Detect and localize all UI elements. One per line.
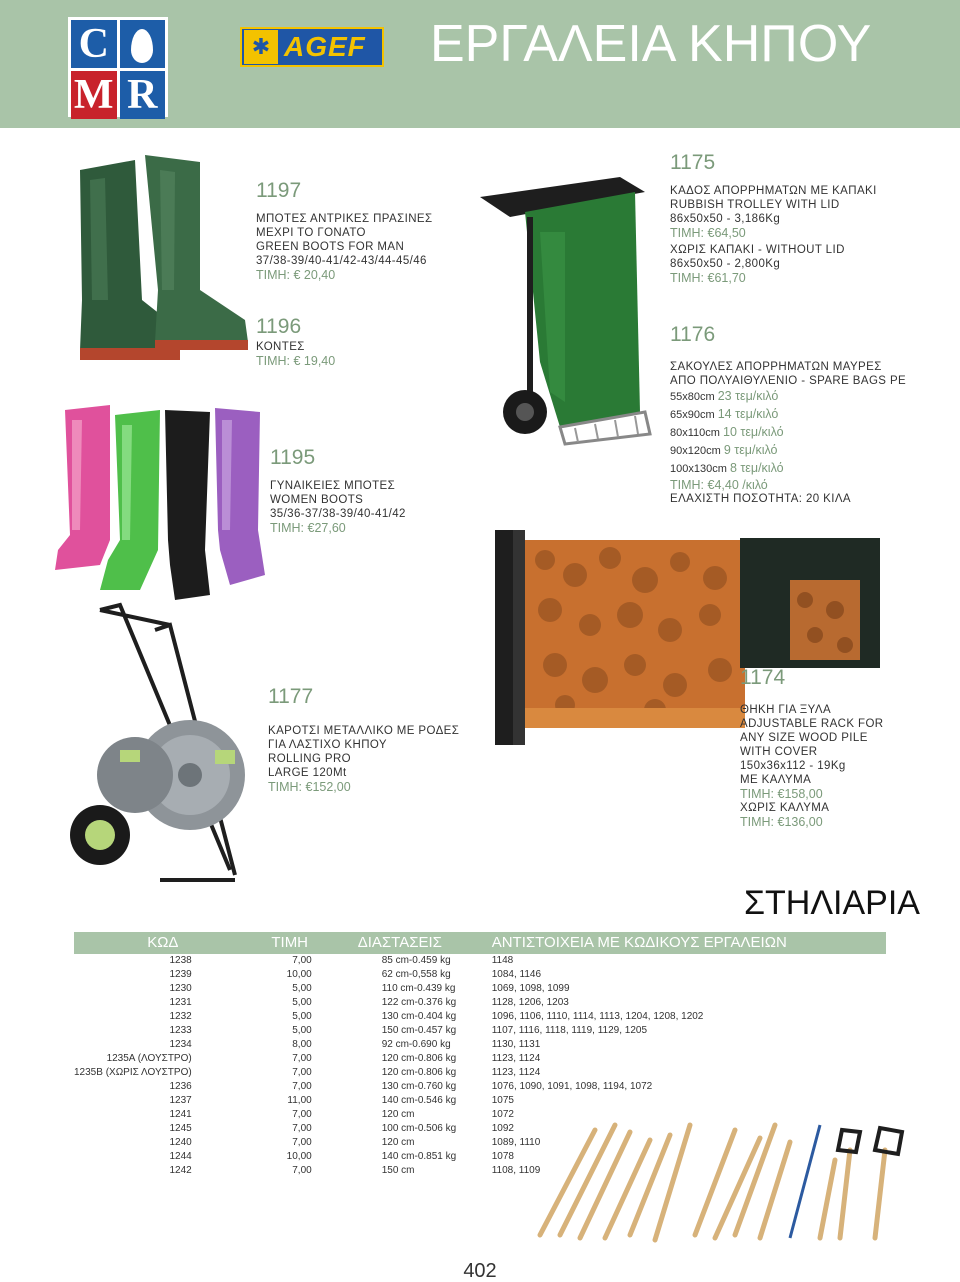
- cell-compat: 1092: [491, 1123, 514, 1134]
- cell-dimensions: 120 cm: [381, 1137, 415, 1148]
- cell-price: 7,00: [292, 1053, 312, 1064]
- bag-size-row: [670, 460, 906, 478]
- cell-code: 1231: [169, 997, 192, 1008]
- cell-code: 1245: [169, 1123, 192, 1134]
- cell-code: 1240: [169, 1137, 192, 1148]
- cell-dimensions: 92 cm-0.690 kg: [381, 1039, 451, 1050]
- product-price: ΤΙΜΗ: €152,00: [268, 780, 351, 794]
- product-code: 1177: [268, 685, 314, 708]
- cell-price: 8,00: [292, 1039, 312, 1050]
- cell-dimensions: 120 cm-0.806 kg: [381, 1053, 457, 1064]
- product-desc-line: ADJUSTABLE RACK FOR: [740, 718, 884, 730]
- bag-size-row: [670, 388, 906, 406]
- table-row: [74, 1108, 886, 1122]
- cell-price: 7,00: [292, 1165, 312, 1176]
- cell-compat: 1123, 1124: [491, 1067, 541, 1078]
- product-desc-line: 35/36-37/38-39/40-41/42: [270, 508, 406, 520]
- cell-price: 7,00: [292, 1137, 312, 1148]
- agef-logo-text: AGEF: [284, 31, 366, 62]
- column-header-dimensions: ΔΙΑΣΤΑΣΕΙΣ: [318, 932, 488, 954]
- product-desc-line: ΚΑΡΟΤΣΙ ΜΕΤΑΛΛΙΚΟ ΜΕ ΡΟΔΕΣ: [268, 725, 460, 737]
- cell-code: 1234: [169, 1039, 192, 1050]
- cell-dimensions: 110 cm-0.439 kg: [381, 983, 456, 994]
- minimum-quantity: ΕΛΑΧΙΣΤΗ ΠΟΣΟΤΗΤΑ: 20 ΚΙΛΑ: [670, 493, 851, 505]
- cell-dimensions: 130 cm-0.760 kg: [381, 1081, 457, 1092]
- cell-compat: 1072: [491, 1109, 514, 1120]
- cell-compat: 1123, 1124: [491, 1053, 541, 1064]
- column-header-price: ΤΙΜΗ: [222, 932, 318, 954]
- product-1177: [268, 684, 459, 794]
- product-desc-line: ΚΟΝΤΕΣ: [256, 341, 305, 353]
- product-code: 1197: [256, 179, 302, 202]
- product-code: 1195: [270, 446, 316, 469]
- table-row: [74, 954, 886, 968]
- cell-code: 1233: [169, 1025, 192, 1036]
- cmr-logo-letter-r: R: [120, 71, 166, 119]
- product-price: ΤΙΜΗ: €61,70: [670, 271, 746, 285]
- cell-dimensions: 122 cm-0.376 kg: [381, 997, 457, 1008]
- bag-qty: 8 τεμ/κιλό: [729, 461, 784, 475]
- cmr-logo-letter-m: M: [71, 71, 117, 119]
- cmr-logo: [68, 17, 168, 117]
- column-header-code: ΚΩΔ: [74, 932, 222, 954]
- cell-dimensions: 130 cm-0.404 kg: [381, 1011, 457, 1022]
- product-1176: [670, 322, 906, 506]
- cell-compat: 1128, 1206, 1203: [491, 997, 569, 1008]
- product-desc-line: ΣΑΚΟΥΛΕΣ ΑΠΟΡΡΗΜΑΤΩΝ ΜΑΥΡΕΣ: [670, 361, 882, 373]
- product-desc-line: WITH COVER: [740, 746, 818, 758]
- green-boots-image: [60, 150, 260, 365]
- cell-price: 5,00: [292, 983, 312, 994]
- cell-dimensions: 120 cm: [381, 1109, 415, 1120]
- cell-dimensions: 85 cm-0.459 kg: [381, 955, 451, 966]
- product-desc-line: LARGE 120Mt: [268, 767, 347, 779]
- cell-code: 1236: [169, 1081, 192, 1092]
- page-number: 402: [463, 1260, 497, 1282]
- cell-compat: 1107, 1116, 1118, 1119, 1129, 1205: [491, 1025, 648, 1036]
- cell-dimensions: 140 cm-0.546 kg: [381, 1095, 457, 1106]
- cell-compat: 1130, 1131: [491, 1039, 541, 1050]
- cell-dimensions: 62 cm-0,558 kg: [381, 969, 451, 980]
- table-row: [74, 1052, 886, 1066]
- bag-size: 80x110cm: [670, 427, 720, 439]
- water-drop-icon: [120, 20, 166, 68]
- cell-compat: 1096, 1106, 1110, 1114, 1113, 1204, 1208, 1202: [491, 1011, 704, 1022]
- section-title-handles: ΣΤΗΛΙΑΡΙΑ: [744, 884, 920, 922]
- product-desc-line: RUBBISH TROLLEY WITH LID: [670, 199, 840, 211]
- product-price: ΤΙΜΗ: €4,40 /κιλό: [670, 478, 768, 492]
- table-row: [74, 1024, 886, 1038]
- bag-size-row: [670, 424, 906, 442]
- table-row: [74, 996, 886, 1010]
- cell-dimensions: 140 cm-0.851 kg: [381, 1151, 457, 1162]
- product-price: ΤΙΜΗ: € 20,40: [256, 268, 336, 282]
- cell-compat: 1108, 1109: [491, 1165, 541, 1176]
- hose-reel-image: [60, 600, 250, 900]
- cell-compat: 1069, 1098, 1099: [491, 983, 570, 994]
- table-row: [74, 1122, 886, 1136]
- rubbish-trolley-image: [470, 172, 660, 447]
- product-code: 1174: [740, 666, 786, 689]
- product-desc-line: ΚΑΔΟΣ ΑΠΟΡΡΗΜΑΤΩΝ ΜΕ ΚΑΠΑΚΙ: [670, 185, 877, 197]
- product-desc-line: ΘΗΚΗ ΓΙΑ ΞΥΛΑ: [740, 704, 832, 716]
- table-row: [74, 1094, 886, 1108]
- cell-price: 7,00: [292, 955, 312, 966]
- product-1195: [270, 445, 406, 535]
- product-price: ΤΙΜΗ: €136,00: [740, 815, 823, 829]
- bag-size: 100x130cm: [670, 463, 727, 475]
- bag-size-row: [670, 442, 906, 460]
- product-desc-line: ΜΠΟΤΕΣ ΑΝΤΡΙΚΕΣ ΠΡΑΣΙΝΕΣ: [256, 213, 433, 225]
- agef-logo: [240, 27, 384, 67]
- product-desc-line: ΓΙΑ ΛΑΣΤΙΧΟ ΚΗΠΟΥ: [268, 739, 387, 751]
- handles-table: [74, 932, 886, 1178]
- cell-compat: 1089, 1110: [491, 1137, 541, 1148]
- table-row: [74, 982, 886, 996]
- cell-compat: 1076, 1090, 1091, 1098, 1194, 1072: [491, 1081, 653, 1092]
- product-code: 1175: [670, 151, 716, 174]
- product-1174: [740, 665, 884, 829]
- cell-code: 1235Α (ΛΟΥΣΤΡΟ): [106, 1053, 192, 1064]
- product-price: ΤΙΜΗ: €64,50: [670, 226, 746, 240]
- cell-price: 11,00: [287, 1095, 312, 1106]
- table-row: [74, 1080, 886, 1094]
- table-row: [74, 1038, 886, 1052]
- cell-price: 10,00: [286, 969, 312, 980]
- cell-price: 7,00: [292, 1067, 312, 1078]
- bag-size: 65x90cm: [670, 409, 715, 421]
- product-code: 1176: [670, 323, 716, 346]
- product-1196: [256, 314, 335, 368]
- product-desc-line: 150x36x112 - 19Kg: [740, 760, 846, 772]
- product-desc-line: ΜΕΧΡΙ ΤΟ ΓΟΝΑΤΟ: [256, 227, 366, 239]
- page-title: ΕΡΓΑΛΕΙΑ ΚΗΠΟΥ: [430, 15, 872, 73]
- cell-code: 1244: [169, 1151, 192, 1162]
- table-row: [74, 1066, 886, 1080]
- cell-dimensions: 100 cm-0.506 kg: [381, 1123, 457, 1134]
- cell-code: 1238: [169, 955, 192, 966]
- product-desc-line: ANY SIZE WOOD PILE: [740, 732, 868, 744]
- table-header-row: [74, 932, 886, 954]
- wheat-icon: ✱: [244, 30, 278, 64]
- cell-code: 1241: [169, 1109, 192, 1120]
- product-desc-line: GREEN BOOTS FOR MAN: [256, 241, 405, 253]
- cell-price: 7,00: [292, 1081, 312, 1092]
- bag-qty: 9 τεμ/κιλό: [723, 443, 778, 457]
- product-desc-line: ΧΩΡΙΣ ΚΑΛΥΜΑ: [740, 802, 830, 814]
- bag-qty: 10 τεμ/κιλό: [723, 425, 784, 439]
- bag-size-row: [670, 406, 906, 424]
- product-price: ΤΙΜΗ: €27,60: [270, 521, 346, 535]
- product-desc-line: WOMEN BOOTS: [270, 494, 364, 506]
- cell-price: 7,00: [292, 1109, 312, 1120]
- cell-price: 7,00: [292, 1123, 312, 1134]
- women-boots-image: [50, 400, 270, 605]
- table-row: [74, 1010, 886, 1024]
- product-desc-line: 37/38-39/40-41/42-43/44-45/46: [256, 255, 427, 267]
- bag-size: 90x120cm: [670, 445, 721, 457]
- cell-code: 1230: [169, 983, 192, 994]
- cell-code: 1239: [169, 969, 192, 980]
- product-desc-line: ΜΕ ΚΑΛΥΜΑ: [740, 774, 812, 786]
- product-price: ΤΙΜΗ: €158,00: [740, 787, 823, 801]
- cell-code: 1237: [169, 1095, 192, 1106]
- product-code: 1196: [256, 315, 302, 338]
- cell-code: 1232: [169, 1011, 192, 1022]
- table-row: [74, 1164, 886, 1178]
- cmr-logo-letter-c: C: [71, 20, 117, 68]
- table-row: [74, 1136, 886, 1150]
- cell-code: 1242: [169, 1165, 192, 1176]
- product-desc-line: ΧΩΡΙΣ ΚΑΠΑΚΙ - WITHOUT LID: [670, 244, 845, 256]
- cell-dimensions: 150 cm-0.457 kg: [381, 1025, 457, 1036]
- bag-qty: 23 τεμ/κιλό: [717, 389, 779, 403]
- cell-price: 5,00: [292, 1011, 312, 1022]
- product-price: ΤΙΜΗ: € 19,40: [256, 354, 336, 368]
- cell-price: 5,00: [292, 997, 312, 1008]
- product-desc-line: ΑΠΟ ΠΟΛΥΑΙΘΥΛΕΝΙΟ - SPARE BAGS PE: [670, 375, 907, 387]
- cell-price: 10,00: [286, 1151, 312, 1162]
- product-1175: [670, 150, 877, 285]
- product-1197: [256, 178, 433, 282]
- table-row: [74, 968, 886, 982]
- cell-dimensions: 120 cm-0.806 kg: [381, 1067, 457, 1078]
- cell-compat: 1078: [491, 1151, 514, 1162]
- table-row: [74, 1150, 886, 1164]
- column-header-compat: ΑΝΤΙΣΤΟΙΧΕΙΑ ΜΕ ΚΩΔΙΚΟΥΣ ΕΡΓΑΛΕΙΩΝ: [488, 932, 886, 954]
- bag-size: 55x80cm: [670, 391, 715, 403]
- cell-code: 1235Β (ΧΩΡΙΣ ΛΟΥΣΤΡΟ): [74, 1067, 192, 1078]
- cell-price: 5,00: [292, 1025, 312, 1036]
- cell-dimensions: 150 cm: [381, 1165, 415, 1176]
- cell-compat: 1075: [491, 1095, 514, 1106]
- product-desc-line: ROLLING PRO: [268, 753, 352, 765]
- page-header: [0, 0, 960, 128]
- bag-qty: 14 τεμ/κιλό: [717, 407, 779, 421]
- product-desc-line: 86x50x50 - 3,186Kg: [670, 213, 781, 225]
- cell-compat: 1148: [491, 955, 514, 966]
- cell-compat: 1084, 1146: [491, 969, 542, 980]
- product-desc-line: 86x50x50 - 2,800Kg: [670, 258, 781, 270]
- product-desc-line: ΓΥΝΑΙΚΕΙΕΣ ΜΠΟΤΕΣ: [270, 480, 396, 492]
